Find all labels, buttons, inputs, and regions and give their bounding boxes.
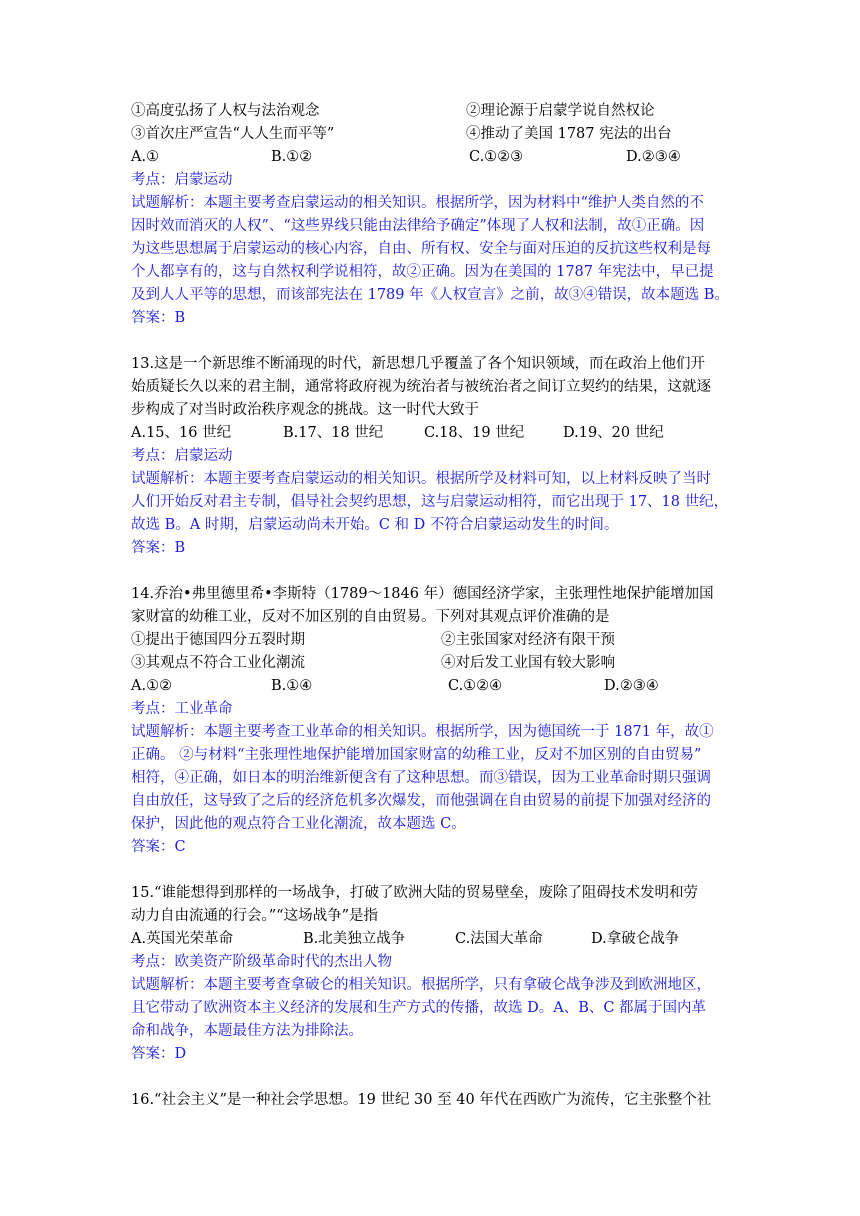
spacer [131,859,741,882]
choice-b: B.①② [271,149,313,165]
analysis-line: 试题解析：本题主要考查启蒙运动的相关知识。根据所学及材料可知，以上材料反映了当时 [131,471,711,487]
question-16 [131,1089,741,1112]
analysis-line: 保护，因此他的观点符合工业化潮流，故本题选 C。 [131,816,466,832]
analysis-line: 相符，④正确，如日本的明治维新便含有了这种思想。而③错误，因为工业革命时期只强调 [131,770,711,786]
analysis-line: 试题解析：本题主要考查工业革命的相关知识。根据所学，因为德国统一于 1871 年，故① [131,724,714,740]
question-stem: 动力自由流通的行会。”“这场战争”是指 [131,908,378,924]
option-item: ①提出于德国四分五裂时期 [131,632,305,648]
choice-c: C.①②④ [448,678,503,694]
question-13 [131,353,741,560]
analysis-line: 且它带动了欧洲资本主义经济的发展和生产方式的传播，故选 D。A、B、C 都属于国内革 [131,1000,707,1016]
spacer [131,330,741,353]
analysis-line: 及到人人平等的思想，而该部宪法在 1789 年《人权宣言》之前，故③④错误，故本题选 B。 [131,287,729,303]
choice-b: B.17、18 世纪 [283,425,384,441]
analysis-line: 为这些思想属于启蒙运动的核心内容，自由、所有权、安全与面对压迫的反抗这些权利是每 [131,241,711,257]
choice-d: D.②③④ [604,678,659,694]
choice-d: D.19、20 世纪 [563,425,664,441]
question-14 [131,583,741,859]
question-stem: 家财富的幼稚工业，反对不加区别的自由贸易。下列对其观点评价准确的是 [131,609,610,625]
choice-b: B.①④ [271,678,313,694]
choice-a: A.①② [131,678,173,694]
choice-a: A.15、16 世纪 [131,425,232,441]
option-row [131,629,741,652]
analysis-line: 个人都享有的，这与自然权利学说相符，故②正确。因为在美国的 1787 年宪法中，早已提 [131,264,714,280]
analysis-line: 因时效而消灭的人权”、“这些界线只能由法律给予确定”体现了人权和法制，故①正确。因 [131,218,705,234]
answer: 答案：B [131,540,186,556]
choice-a: A.英国光荣革命 [131,931,234,947]
choice-row [131,675,741,698]
question-stem: 始质疑长久以来的君主制，通常将政府视为统治者与被统治者之间订立契约的结果，这就逐 [131,379,711,395]
analysis-line: 人们开始反对君主专制，倡导社会契约思想，这与启蒙运动相符，而它出现于 17、18 世纪， [131,494,729,510]
kaodian: 考点：启蒙运动 [131,448,233,464]
analysis-line: 故选 B。A 时期，启蒙运动尚未开始。C 和 D 不符合启蒙运动发生的时间。 [131,517,619,533]
spacer [131,560,741,583]
answer: 答案：C [131,839,186,855]
answer: 答案：B [131,310,186,326]
analysis-line: 命和战争，本题最佳方法为排除法。 [131,1023,363,1039]
choice-row [131,928,741,951]
answer: 答案：D [131,1046,187,1062]
choice-d: D.拿破仑战争 [591,931,680,947]
choice-a: A.① [131,149,160,165]
choice-c: C.法国大革命 [455,931,543,947]
analysis-line: 自由放任，这导致了之后的经济危机多次爆发，而他强调在自由贸易的前提下加强对经济的 [131,793,711,809]
option-item: ③其观点不符合工业化潮流 [131,655,305,671]
question-stem: 14.乔治•弗里德里希•李斯特（1789～1846 年）德国经济学家，主张理性地保护能增加国 [131,586,714,602]
question-stem: 步构成了对当时政治秩序观念的挑战。这一时代大致于 [131,402,479,418]
question-15 [131,882,741,1066]
document-page [131,100,741,1112]
choice-c: C.①②③ [469,149,524,165]
choice-b: B.北美独立战争 [303,931,406,947]
analysis-line: 试题解析：本题主要考查拿破仑的相关知识。根据所学，只有拿破仑战争涉及到欧洲地区， [131,977,711,993]
spacer [131,1066,741,1089]
choice-c: C.18、19 世纪 [424,425,525,441]
question-stem: 16.“社会主义”是一种社会学思想。19 世纪 30 至 40 年代在西欧广为流传，它主张整个社 [131,1092,712,1108]
option-item: ③首次庄严宣告“人人生而平等” [131,126,335,142]
analysis-line: 试题解析：本题主要考查启蒙运动的相关知识。根据所学，因为材料中“维护人类自然的不 [131,195,704,211]
question-stem: 15.“谁能想得到那样的一场战争，打破了欧洲大陆的贸易壁垒，废除了阻碍技术发明和劳 [131,885,698,901]
option-item: ④推动了美国 1787 宪法的出台 [466,126,672,142]
option-item: ①高度弘扬了人权与法治观念 [131,103,320,119]
option-item: ②理论源于启蒙学说自然权论 [466,103,655,119]
choice-d: D.②③④ [626,149,681,165]
kaodian: 考点：工业革命 [131,701,233,717]
question-12 [131,100,741,330]
kaodian: 考点：欧美资产阶级革命时代的杰出人物 [131,954,392,970]
option-item: ④对后发工业国有较大影响 [441,655,615,671]
option-row [131,100,741,123]
option-row [131,652,741,675]
analysis-line: 正确。 ②与材料“主张理性地保护能增加国家财富的幼稚工业，反对不加区别的自由贸易” [131,747,702,763]
question-stem: 13.这是一个新思维不断涌现的时代，新思想几乎覆盖了各个知识领域，而在政治上他们开 [131,356,706,372]
option-row [131,123,741,146]
choice-row [131,146,741,169]
option-item: ②主张国家对经济有限干预 [441,632,615,648]
choice-row [131,422,741,445]
kaodian: 考点：启蒙运动 [131,172,233,188]
